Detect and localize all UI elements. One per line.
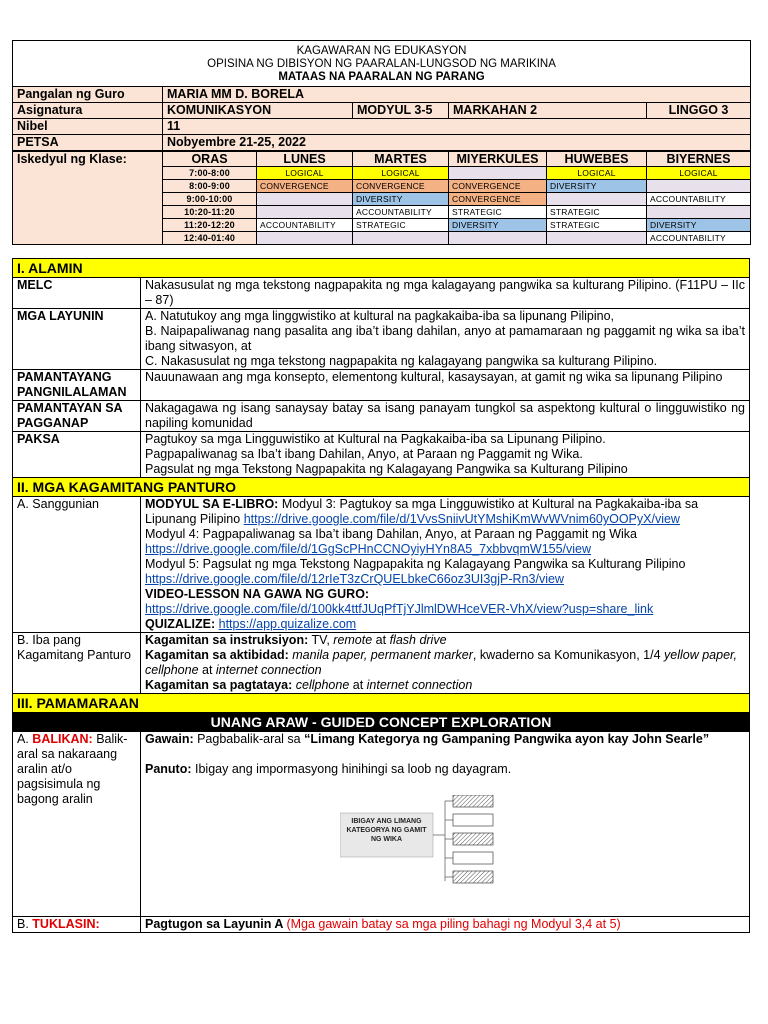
tuklasin-label: [13, 917, 141, 933]
gawain-text: Pagbabalik-aral sa: [193, 732, 305, 746]
paksa-label: PAKSA: [13, 432, 141, 478]
pagtataya-text: internet connection: [366, 678, 473, 692]
paksa-list: [141, 432, 750, 478]
searle-diagram: [340, 795, 540, 891]
modyul-4-text: Modyul 4: Pagpapaliwanag sa Iba’t ibang Dahilan, Anyo, at Paraan ng Paggamit ng Wika: [145, 527, 637, 541]
aktibidad-text: at: [198, 663, 216, 677]
pagganap-label: PAMANTAYAN SA PAGGANAP: [13, 401, 141, 432]
schedule-cell: LOGICAL: [353, 167, 449, 180]
teacher-name: MARIA MM D. BORELA: [163, 87, 751, 103]
subject-value: KOMUNIKASYON: [163, 103, 353, 119]
schedule-cell: STRATEGIC: [353, 219, 449, 232]
schedule-cell: STRATEGIC: [547, 219, 647, 232]
balikan-prefix: A.: [17, 732, 33, 746]
instruksiyon-label: Kagamitan sa instruksiyon:: [145, 633, 309, 647]
schedule-time: 10:20-11:20: [163, 206, 257, 219]
schedule-cell: [449, 167, 547, 180]
pagtataya-label: Kagamitan sa pagtataya:: [145, 678, 293, 692]
schedule-cell: [257, 232, 353, 245]
schedule-cell: [647, 206, 751, 219]
video-lesson-link[interactable]: https://drive.google.com/file/d/100kk4ttfJUqPfTjYJlmlDWHceVER-VhX/view?usp=share_link: [145, 602, 654, 616]
paksa-item: Pagsulat ng mga Tekstong Nagpapakita ng Kalagayang Pangwika sa Kulturang Pilipino: [145, 462, 628, 476]
instruksiyon-text: TV,: [308, 633, 334, 647]
layunin-label: MGA LAYUNIN: [13, 309, 141, 370]
lesson-body-table: [12, 258, 750, 933]
schedule-cell: DIVERSITY: [449, 219, 547, 232]
sanggunian-content: [141, 497, 750, 633]
schedule-time: 9:00-10:00: [163, 193, 257, 206]
sanggunian-label: A. Sanggunian: [13, 497, 141, 633]
lesson-plan-page: [12, 40, 750, 933]
tuklasin-keyword: TUKLASIN:: [32, 917, 100, 931]
layunin-list: [141, 309, 750, 370]
division-name: OPISINA NG DIBISYON NG PAARALAN-LUNGSOD NG MARIKINA: [13, 58, 751, 71]
tuklasin-prefix: B.: [17, 917, 33, 931]
layunin-c: C. Nakasusulat ng mga tekstong nagpapakita ng kalagayang pangwika sa kulturang Pilipino.: [145, 354, 658, 368]
schedule-header-lunes: LUNES: [257, 152, 353, 167]
schedule-cell: LOGICAL: [647, 167, 751, 180]
panuto-label: Panuto:: [145, 762, 192, 776]
school-name: MATAAS NA PAARALAN NG PARANG: [13, 71, 751, 87]
pagtataya-text: at: [349, 678, 367, 692]
section-kagamitan: II. MGA KAGAMITANG PANTURO: [13, 478, 750, 497]
modyul-elibro-label: MODYUL SA E-LIBRO:: [145, 497, 279, 511]
schedule-cell: [547, 193, 647, 206]
aktibidad-text: yellow paper, cellphone: [145, 648, 737, 677]
module-value: MODYUL 3-5: [353, 103, 449, 119]
schedule-header-miyerkules: MIYERKULES: [449, 152, 547, 167]
diagram-answer-box: [453, 852, 493, 864]
schedule-cell: ACCOUNTABILITY: [647, 232, 751, 245]
iba-pang-kagamitan-content: [141, 633, 750, 694]
instruksiyon-text: remote: [333, 633, 373, 647]
schedule-cell: DIVERSITY: [353, 193, 449, 206]
day-title: UNANG ARAW - GUIDED CONCEPT EXPLORATION: [13, 713, 750, 732]
header-table: [12, 40, 751, 151]
date-label: PETSA: [13, 135, 163, 151]
gawain-title: “Limang Kategorya ng Gampaning Pangwika ayon kay John Searle”: [304, 732, 710, 746]
quarter-value: MARKAHAN 2: [449, 103, 647, 119]
layunin-a: A. Natutukoy ang mga linggwistiko at kultural na pagkakaiba-iba sa lipunang Pilipino,: [145, 309, 615, 323]
balikan-description: Balik-aral sa nakaraang aralin at/o pagsisimula ng bagong aralin: [17, 732, 128, 806]
teacher-label: Pangalan ng Guro: [13, 87, 163, 103]
paksa-item: Pagpapaliwanag sa Iba’t ibang Dahilan, Anyo, at Paraan ng Paggamit ng Wika.: [145, 447, 583, 461]
melc-text: Nakasusulat ng mga tekstong nagpapakita ng mga kalagayang pangwika sa kulturang Pilipino. (F11PU – IIc – 87): [141, 278, 750, 309]
schedule-cell: [353, 232, 449, 245]
schedule-header-oras: ORAS: [163, 152, 257, 167]
schedule-cell: [449, 232, 547, 245]
schedule-cell: ACCOUNTABILITY: [647, 193, 751, 206]
schedule-cell: CONVERGENCE: [449, 193, 547, 206]
schedule-cell: DIVERSITY: [547, 180, 647, 193]
modyul-3-link[interactable]: https://drive.google.com/file/d/1VvsSniivUtYMshiKmWvWVnim60yOOPyX/view: [243, 512, 680, 526]
tuklasin-content: [141, 917, 750, 933]
instruksiyon-text: at: [372, 633, 390, 647]
modyul-5-link[interactable]: https://drive.google.com/file/d/12rIeT3zCrQUELbkeC66oz3UI3gjP-Rn3/view: [145, 572, 564, 586]
aktibidad-label: Kagamitan sa aktibidad:: [145, 648, 289, 662]
quizalize-link[interactable]: https://app.quizalize.com: [218, 617, 357, 631]
grade-value: 11: [163, 119, 751, 135]
diagram-center-label: IBIGAY ANG LIMANG KATEGORYA NG GAMIT NG WIKA: [346, 818, 427, 843]
pagganap-text: Nakagagawa ng isang sanaysay batay sa isang panayam tungkol sa aspektong kultural o lingguwistiko ng napiling komunidad: [141, 401, 750, 432]
balikan-keyword: BALIKAN:: [32, 732, 93, 746]
melc-label: MELC: [13, 278, 141, 309]
gawain-label: Gawain:: [145, 732, 194, 746]
schedule-cell: ACCOUNTABILITY: [257, 219, 353, 232]
schedule-cell: CONVERGENCE: [449, 180, 547, 193]
aktibidad-text: internet connection: [215, 663, 322, 677]
schedule-label: Iskedyul ng Klase:: [13, 152, 163, 245]
balikan-content: [141, 732, 750, 917]
date-value: Nobyembre 21-25, 2022: [163, 135, 751, 151]
schedule-cell: [647, 180, 751, 193]
schedule-cell: [547, 232, 647, 245]
pagtataya-text: cellphone: [292, 678, 350, 692]
schedule-cell: LOGICAL: [257, 167, 353, 180]
subject-label: Asignatura: [13, 103, 163, 119]
schedule-cell: [257, 193, 353, 206]
agency-name: KAGAWARAN NG EDUKASYON: [13, 41, 751, 59]
schedule-cell: ACCOUNTABILITY: [353, 206, 449, 219]
schedule-cell: DIVERSITY: [647, 219, 751, 232]
schedule-cell: STRATEGIC: [547, 206, 647, 219]
schedule-time: 11:20-12:20: [163, 219, 257, 232]
pangnilalaman-label: PAMANTAYANG PANGNILALAMAN: [13, 370, 141, 401]
schedule-cell: LOGICAL: [547, 167, 647, 180]
quizalize-label: QUIZALIZE:: [145, 617, 216, 631]
schedule-time: 8:00-9:00: [163, 180, 257, 193]
schedule-cell: CONVERGENCE: [257, 180, 353, 193]
pangnilalaman-text: Nauunawaan ang mga konsepto, elementong kultural, kasaysayan, at gamit ng wika sa lipunang Pilipino: [141, 370, 750, 401]
schedule-cell: [257, 206, 353, 219]
iba-pang-kagamitan-label: B. Iba pang Kagamitang Panturo: [13, 633, 141, 694]
grade-label: Nibel: [13, 119, 163, 135]
aktibidad-text: manila paper, permanent marker: [288, 648, 473, 662]
diagram-answer-box: [453, 833, 493, 845]
section-pamamaraan: III. PAMAMARAAN: [13, 694, 750, 713]
schedule-table: [12, 151, 751, 245]
panuto-text: Ibigay ang impormasyong hinihingi sa loob ng dayagram.: [191, 762, 512, 776]
schedule-time: 7:00-8:00: [163, 167, 257, 180]
diagram-answer-box: [453, 871, 493, 883]
modyul-5-text: Modyul 5: Pagsulat ng mga Tekstong Nagpapakita ng Kalagayang Pangwika sa Kulturang Pilipino: [145, 557, 686, 571]
schedule-cell: CONVERGENCE: [353, 180, 449, 193]
diagram-connectors: [433, 801, 453, 881]
diagram-answer-box: [453, 814, 493, 826]
layunin-b: B. Naipapaliwanag nang pasalita ang iba’t ibang dahilan, anyo at pamamaraan ng paggamit ng wika sa iba’t ibang sitwasyon, at: [145, 324, 745, 353]
aktibidad-text: , kwaderno sa Komunikasyon, 1/4: [472, 648, 664, 662]
schedule-header-biyernes: BIYERNES: [647, 152, 751, 167]
paksa-item: Pagtukoy sa mga Lingguwistiko at Kultural na Pagkakaiba-iba sa Lipunang Pilipino.: [145, 432, 606, 446]
tugon-label: Pagtugon sa Layunin A: [145, 917, 287, 931]
tugon-note: (Mga gawain batay sa mga piling bahagi ng Modyul 3,4 at 5): [286, 917, 621, 931]
schedule-header-huwebes: HUWEBES: [547, 152, 647, 167]
modyul-4-link[interactable]: https://drive.google.com/file/d/1GgScPHnCCNOyiyHYn8A5_7xbbvqmW155/view: [145, 542, 592, 556]
instruksiyon-text: flash drive: [389, 633, 447, 647]
section-alamin: I. ALAMIN: [13, 259, 750, 278]
diagram-answer-box: [453, 795, 493, 807]
modyul-3-text: Modyul 3: Pagtukoy sa mga Lingguwistiko at Kultural na Pagkakaiba-iba sa Lipunang Pilipino: [145, 497, 699, 526]
video-lesson-label: VIDEO-LESSON NA GAWA NG GURO:: [145, 587, 370, 601]
week-value: LINGGO 3: [647, 103, 751, 119]
balikan-label: [13, 732, 141, 917]
schedule-time: 12:40-01:40: [163, 232, 257, 245]
schedule-header-martes: MARTES: [353, 152, 449, 167]
schedule-cell: STRATEGIC: [449, 206, 547, 219]
